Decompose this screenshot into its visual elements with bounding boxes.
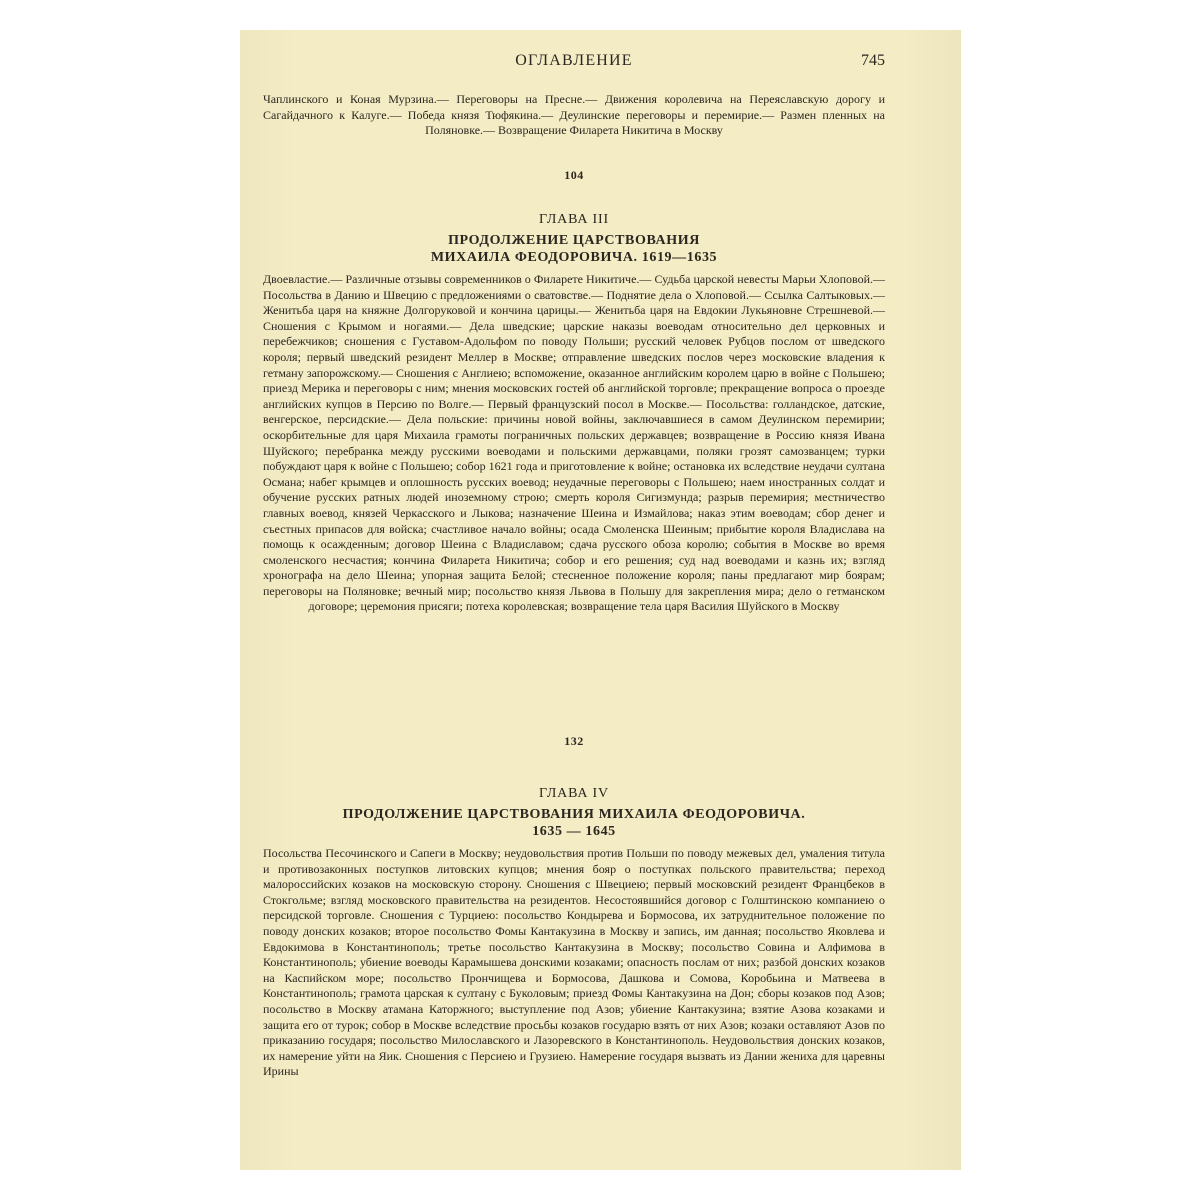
chapter-3-title-line1: ПРОДОЛЖЕНИЕ ЦАРСТВОВАНИЯ (448, 233, 700, 248)
book-page (240, 30, 961, 1170)
page-number: 745 (861, 52, 885, 69)
intro-page-ref: 104 (564, 168, 584, 182)
intro-text: Чаплинского и Коная Мурзина.— Переговоры на Пресне.— Движения королевича на Переяславскую дорогу и Сагайдачного к Калуге.— Победа князя Тюфякина.— Деулинские переговоры и перемирие.— Размен пленных на Поляновке.— Возвращение Филарета Никитича в Москву (263, 92, 885, 138)
chapter-4-title-line2: 1635 — 1645 (532, 824, 616, 839)
chapter-3-page-ref: 132 (564, 734, 584, 748)
chapter-3-label: ГЛАВА III (539, 212, 609, 227)
chapter-3-title-line2: МИХАИЛА ФЕОДОРОВИЧА. 1619—1635 (430, 250, 718, 265)
chapter-4-label: ГЛАВА IV (539, 786, 609, 801)
chapter-4-text: Посольства Песочинского и Сапеги в Москву; неудовольствия против Польши по поводу межевых дел, умаления титула и противозаконных поступков литовских купцов; мнения бояр о поступках польского правительства; переход малороссийских козаков на московскую сторону. Сношения с Швециею; первый московский резидент Францбеков в Стокгольме; взгляд московского правительства на резидентов. Несостоявшийся договор с Голштинскою компаниею о персидской торговле. Сношения с Турциею: посольство Кондырева и Бормосова, их затруднительное положение по поводу донских козаков; второе посольство Фомы Кантакузина в Москву и запись, им данная; посольство Яковлева и Евдокимова в Константинополь; третье посольство Кантакузина в Москву; посольство Совина и Алфимова в Константинополь; убиение воеводы Карамышева донскими козаками; опасность послам от них; разбой донских козаков на Каспийском море; посольство Прончищева и Бормосова, Дашкова и Сомова, Коробьина и Матвеева в Константинополь; грамота царская к султану с Буколовым; приезд Фомы Кантакузина на Дон; сборы козаков под Азов; посольство в Москву атамана Каторжного; выступление под Азов; убиение Кантакузина; взятие Азова козаками и защита его от турок; собор в Москве вследствие просьбы козаков государю взять от них Азов; козаки оставляют Азов по приказанию государя; посольство Милославского и Лазоревского в Константинополь. Неудовольствия донских козаков, их намерение уйти на Яик. Сношения с Персиею и Грузиею. Намерение государя вызвать из Дании жениха для царевны Ирины (263, 846, 885, 1079)
page-header (263, 52, 885, 72)
chapter-3 (263, 212, 885, 615)
chapter-4 (263, 786, 885, 1080)
running-title: ОГЛАВЛЕНИЕ (515, 52, 633, 69)
intro-section (263, 92, 885, 139)
chapter-4-title-line1: ПРОДОЛЖЕНИЕ ЦАРСТВОВАНИЯ МИХАИЛА ФЕОДОРОВИЧА. (342, 807, 806, 822)
chapter-3-text: Двоевластие.— Различные отзывы современников о Филарете Никитиче.— Судьба царской невесты Марьи Хлоповой.— Посольства в Данию и Швецию с предложениями о сватовстве.— Поднятие дела о Хлоповой.— Ссылка Салтыковых.— Женитьба царя на княжне Долгоруковой и кончина царицы.— Женитьба царя на Евдокии Лукьяновне Стрешневой.— Сношения с Крымом и ногаями.— Дела шведские; царские наказы воеводам относительно дел церковных и перебежчиков; сношения с Густавом-Адольфом по поводу Польши; русский человек Рубцов послом от шведского короля; первый шведский резидент Меллер в Москве; отправление шведских послов через московские владения к гетману запорожскому.— Сношения с Англиею; вспоможение, оказанное английским королем царю в войне с Польшею; приезд Мерика и переговоры с ним; мнения московских гостей об английской торговле; прекращение вопроса о проезде английских купцов в Персию по Волге.— Первый французский посол в Москве.— Посольства: голландское, датские, венгерское, персидские.— Дела польские: причины новой войны, заключавшиеся в самом Деулинском перемирии; оскорбительные для царя Михаила грамоты пограничных польских державцев; возвращение в Россию князя Ивана Шуйского; перебранка между русскими воеводами и польскими державцами, поляки грозят самозванцем; турки побуждают царя к войне с Польшею; собор 1621 года и приготовление к войне; остановка их вследствие неудачи султана Османа; набег крымцев и оплошность русских воевод; неудачные переговоры с Польшею; наем иностранных солдат и обучение русских ратных людей иноземному строю; смерть короля Сигизмунда; разрыв перемирия; местничество главных воевод, князей Черкасского и Лыкова; назначение Шеина и Измайлова; наказ этим воеводам; сбор денег и съестных припасов для войска; счастливое начало войны; осада Смоленска Шеиным; прибытие короля Владислава на помощь к осажденным; договор Шеина с Владиславом; сдача русского обоза королю; события в Москве во время смоленского несчастия; кончина Филарета Никитича; собор и его решения; суд над воеводами и казнь их; взгляд хронографа на дело Шеина; упорная защита Белой; стесненное положение короля; паны предлагают мир боярам; переговоры на Поляновке; вечный мир; посольство князя Львова в Польшу для закрепления мира; дело о гетманском договоре; церемония присяги; потеха королевская; возвращение тела царя Василия Шуйского в Москву (263, 272, 885, 614)
